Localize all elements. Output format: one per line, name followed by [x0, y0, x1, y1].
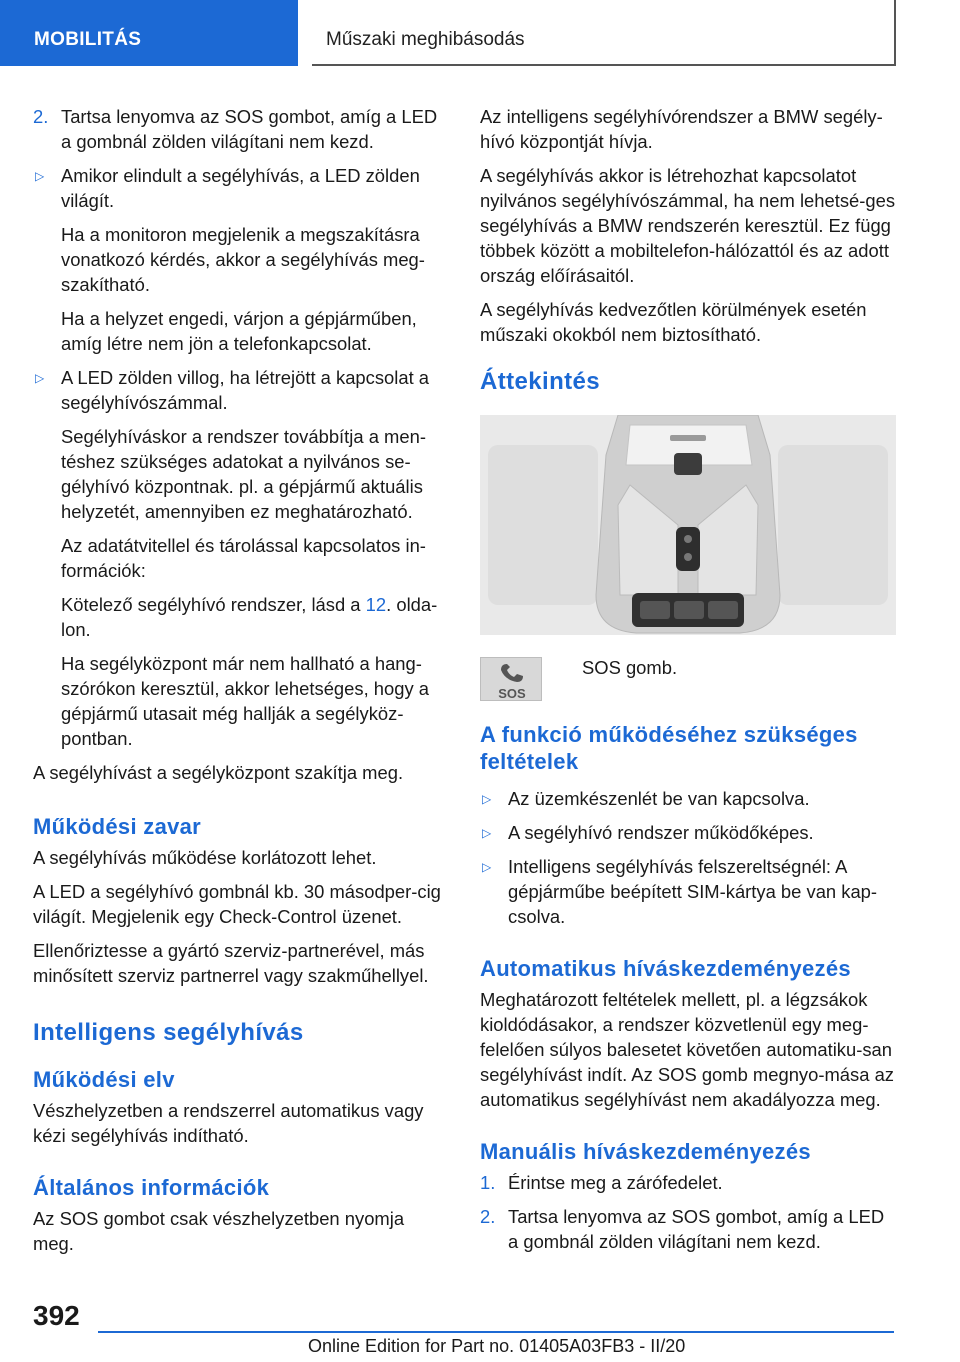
sub-paragraph: Az adatátvitellel és tárolással kapcsolatos in‐formációk: — [61, 535, 426, 581]
heading-overview: Áttekintés — [480, 368, 601, 395]
sub-paragraph: Ha a monitoron megjelenik a megszakításra vonatkozó kérdés, akkor a segélyhívás meg‐szakítható. — [61, 224, 425, 295]
footer-edition: Online Edition for Part no. 01405A03FB3 - II/20 — [308, 1336, 686, 1356]
paragraph: Vészhelyzetben a rendszerrel automatikus vagy kézi segélyhívás indítható. — [33, 1100, 424, 1146]
header-section-tab — [0, 0, 298, 66]
bullet-item — [480, 854, 896, 929]
paragraph: A segélyhívást a segélyközpont szakítja meg. — [33, 762, 404, 783]
step-number: 2. — [33, 106, 49, 127]
step-text: Tartsa lenyomva az SOS gombot, amíg a LED a gombnál zölden világítani nem kezd. — [508, 1206, 885, 1252]
sos-icon-text: SOS — [498, 686, 526, 701]
heading-automatic-call: Automatikus híváskezdeményezés — [480, 956, 851, 981]
text-run: Kötelező segélyhívó rendszer, lásd a — [61, 594, 366, 615]
sub-paragraph — [33, 592, 449, 642]
page-number: 392 — [33, 1300, 80, 1331]
bullet-item — [480, 786, 896, 811]
left-column — [33, 104, 449, 1265]
step-item — [480, 1170, 896, 1195]
bullet-text: Amikor elindult a segélyhívás, a LED zölden világít. — [61, 165, 420, 211]
sos-legend — [480, 653, 896, 711]
heading-principle: Működési elv — [33, 1067, 175, 1092]
bullet-text: A segélyhívó rendszer működőképes. — [508, 822, 814, 843]
triangle-bullet-icon: ▷ — [482, 792, 492, 806]
heading-general-info: Általános információk — [33, 1175, 270, 1200]
sub-paragraph: Segélyhíváskor a rendszer továbbítja a men‐téshez szükséges adatokat a nyilvános se‐gélyhívó központnak. pl. a gépjármű aktuális helyzetét, amennyiben ez meghatározható. — [61, 426, 426, 522]
paragraph: Ellenőriztesse a gyártó szerviz-partnerével, más minősített szerviz partnerrel vagy szakműhellyel. — [33, 940, 429, 986]
text-run: . olda‐lon. — [61, 594, 438, 640]
step-item — [480, 1204, 896, 1254]
paragraph: A segélyhívás kedvezőtlen körülmények esetén műszaki okokból nem biztosítható. — [480, 299, 867, 345]
step-number: 2. — [480, 1206, 496, 1227]
paragraph: Az intelligens segélyhívórendszer a BMW segély‐hívó központját hívja. — [480, 106, 883, 152]
heading-fault: Működési zavar — [33, 814, 202, 839]
overhead-console-image — [480, 415, 896, 635]
step-item — [33, 104, 449, 154]
triangle-bullet-icon: ▷ — [35, 371, 45, 385]
sub-paragraph: Ha a helyzet engedi, várjon a gépjárműben, amíg létre nem jön a telefonkapcsolat. — [61, 308, 417, 354]
header-section-title: MOBILITÁS — [34, 29, 142, 50]
paragraph: A segélyhívás működése korlátozott lehet. — [33, 847, 377, 868]
triangle-bullet-icon: ▷ — [482, 860, 492, 874]
bullet-text: Intelligens segélyhívás felszereltségnél: A gépjárműbe beépített SIM-kártya be van kap‐csolva. — [508, 856, 878, 927]
bullet-item — [33, 163, 449, 213]
paragraph: Az SOS gombot csak vészhelyzetben nyomja meg. — [33, 1208, 405, 1254]
step-text: Érintse meg a zárófedelet. — [508, 1172, 723, 1193]
right-column — [480, 104, 896, 1263]
header-chapter-title: Műszaki meghibásodás — [326, 29, 525, 50]
page-reference-link[interactable]: 12 — [365, 594, 387, 615]
sos-button-icon — [480, 657, 542, 701]
sub-paragraph: Ha segélyközpont már nem hallható a hang‐szórókon keresztül, akkor lehetséges, hogy a gépjármű utasait még hallják a segélyköz‐pontban. — [61, 653, 430, 749]
bullet-text: A LED zölden villog, ha létrejött a kapcsolat a segélyhívószámmal. — [61, 367, 430, 413]
footer-divider — [98, 1331, 894, 1333]
heading-conditions: A funkció működéséhez szükséges feltételek — [480, 722, 858, 774]
heading-intelligent-call: Intelligens segélyhívás — [33, 1019, 304, 1046]
triangle-bullet-icon: ▷ — [35, 169, 45, 183]
bullet-text: Az üzemkészenlét be van kapcsolva. — [508, 788, 810, 809]
paragraph: Meghatározott feltételek mellett, pl. a légzsákok kioldódásakor, a rendszer közvetlenül egy meg‐felelően súlyos balesetet követően automatiku‐san segélyhívást indít. Az SOS gomb megnyo‐mása az automatikus segélyhívást nem akadályozza meg. — [480, 989, 894, 1110]
header-chapter-box — [312, 0, 896, 66]
step-number: 1. — [480, 1172, 496, 1193]
step-text: Tartsa lenyomva az SOS gombot, amíg a LED a gombnál zölden világítani nem kezd. — [61, 106, 438, 152]
paragraph: A LED a segélyhívó gombnál kb. 30 másodper‐cig világít. Megjelenik egy Check-Control üzenet. — [33, 881, 441, 927]
triangle-bullet-icon: ▷ — [482, 826, 492, 840]
bullet-item — [33, 365, 449, 415]
heading-manual-call: Manuális híváskezdeményezés — [480, 1139, 811, 1164]
paragraph: A segélyhívás akkor is létrehozhat kapcsolatot nyilvános segélyhívószámmal, ha nem lehetsé‐ges segélyhívás a BMW rendszerén keresztül. Ez függ többek között a mobiltelefon-hálózattól és az adott ország előírásaitól. — [480, 165, 896, 286]
sos-label: SOS gomb. — [582, 657, 678, 678]
phone-icon — [481, 658, 543, 702]
bullet-item — [480, 820, 896, 845]
overhead-console-illustration — [480, 415, 896, 635]
